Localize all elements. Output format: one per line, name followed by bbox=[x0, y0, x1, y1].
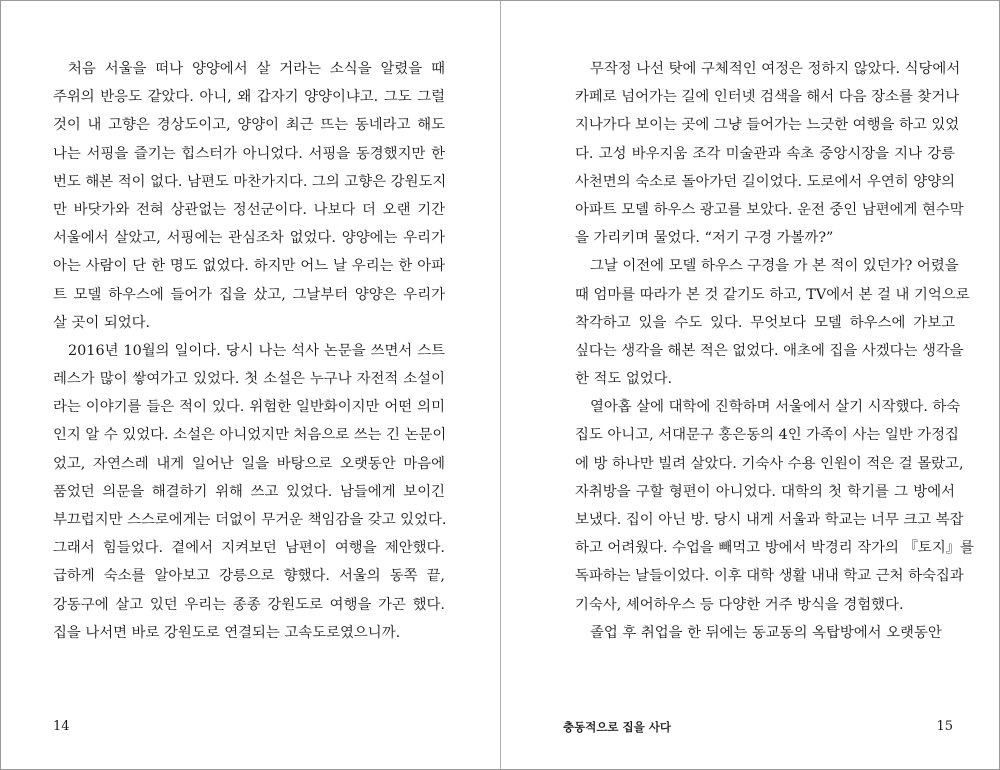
text-line: 다. 고성 바우지움 조각 미술관과 속초 중앙시장을 지나 강릉 bbox=[575, 145, 955, 162]
text-line: 것이 내 고향은 경상도이고, 양양이 최근 뜨는 동네라고 해도 bbox=[53, 117, 445, 134]
page-number: 15 bbox=[936, 719, 953, 734]
text-line: 아파트 모델 하우스 광고를 보았다. 운전 중인 남편에게 현수막 bbox=[575, 201, 964, 218]
text-line: 부끄럽지만 스스로에게는 더없이 무거운 책임감을 갖고 있었다. bbox=[53, 512, 447, 528]
text-line: 었고, 자연스레 내게 일어난 일을 바탕으로 오랫동안 마음에 bbox=[53, 455, 445, 472]
text-line: 한 적도 없었다. bbox=[575, 371, 673, 388]
text-line: 착각하고 있을 수도 있다. 무엇보다 모델 하우스에 가보고 bbox=[575, 314, 955, 331]
text-line: 라는 이야기를 들은 적이 있다. 위험한 일반화이지만 어떤 의미 bbox=[53, 399, 445, 416]
right-page bbox=[501, 1, 999, 769]
text-line: 살 곳이 되었다. bbox=[53, 314, 151, 331]
text-line: 때 엄마를 따라가 본 것 같기도 하고, TV에서 본 걸 내 기억으로 bbox=[575, 286, 970, 303]
text-line: 집도 아니고, 서대문구 홍은동의 4인 가족이 사는 일반 가정집 bbox=[575, 427, 959, 444]
text-line: 자취방을 구할 형편이 아니었다. 대학의 첫 학기를 그 방에서 bbox=[575, 483, 955, 500]
left-page-body bbox=[53, 55, 445, 647]
text-line: 집을 나서면 바로 강원도로 연결되는 고속도로였으니까. bbox=[53, 624, 401, 641]
text-line: 인지 알 수 있었다. 소설은 아니었지만 처음으로 쓰는 긴 논문이 bbox=[53, 427, 447, 444]
text-line: 트 모델 하우스에 들어가 집을 샀고, 그날부터 양양은 우리가 bbox=[53, 286, 445, 303]
running-title: 충동적으로 집을 사다 bbox=[563, 720, 671, 734]
text-line: 나는 서핑을 즐기는 힙스터가 아니었다. 서핑을 동경했지만 한 bbox=[53, 145, 445, 162]
text-line: 만 바닷가와 전혀 상관없는 정선군이다. 나보다 더 오랜 기간 bbox=[53, 201, 445, 218]
text-line: 레스가 많이 쌓여가고 있었다. 첫 소설은 누구나 자전적 소설이 bbox=[53, 371, 445, 388]
text-line: 열아홉 살에 대학에 진학하며 서울에서 살기 시작했다. 하숙 bbox=[590, 399, 961, 416]
left-page bbox=[1, 1, 500, 769]
text-line: 지나가다 보이는 곳에 그냥 들어가는 느긋한 여행을 하고 있었 bbox=[575, 117, 960, 134]
text-line: 주위의 반응도 같았다. 아니, 왜 갑자기 양양이냐고. 그도 그럴 bbox=[53, 89, 445, 106]
text-line: 강동구에 살고 있던 우리는 종종 강원도로 여행을 가곤 했다. bbox=[53, 596, 445, 613]
text-line: 번도 해본 적이 없다. 남편도 마찬가지다. 그의 고향은 강원도지 bbox=[53, 173, 447, 190]
text-line: 2016년 10월의 일이다. 당시 나는 석사 논문을 쓰면서 스트 bbox=[68, 342, 445, 359]
text-line: 졸업 후 취업을 한 뒤에는 동교동의 옥탑방에서 오랫동안 bbox=[590, 624, 942, 641]
text-line: 처음 서울을 떠나 양양에서 살 거라는 소식을 알렸을 때 bbox=[68, 61, 445, 77]
text-line: 품었던 의문을 해결하기 위해 쓰고 있었다. 남들에게 보이긴 bbox=[53, 483, 445, 500]
page-number: 14 bbox=[53, 719, 70, 734]
text-line: 싶다는 생각을 해본 적은 없었다. 애초에 집을 사겠다는 생각을 bbox=[575, 342, 964, 359]
text-line: 기숙사, 셰어하우스 등 다양한 거주 방식을 경험했다. bbox=[575, 596, 904, 613]
text-line: 보냈다. 집이 아닌 방. 당시 내게 서울과 학교는 너무 크고 복잡 bbox=[575, 512, 964, 528]
text-line: 독파하는 날들이었다. 이후 대학 생활 내내 학교 근처 하숙집과 bbox=[575, 568, 964, 585]
right-page-body bbox=[575, 55, 975, 647]
text-line: 사천면의 숙소로 돌아가던 길이었다. 도로에서 우연히 양양의 bbox=[575, 173, 955, 190]
text-line: 무작정 나선 탓에 구체적인 여정은 정하지 않았다. 식당에서 bbox=[590, 61, 961, 77]
text-line: 을 가리키며 물었다. “저기 구경 가볼까?” bbox=[575, 230, 834, 247]
text-line: 하고 어려웠다. 수업을 빼먹고 방에서 박경리 작가의 『토지』를 bbox=[575, 540, 975, 557]
text-line: 카페로 넘어가는 길에 인터넷 검색을 해서 다음 장소를 찾거나 bbox=[575, 89, 960, 106]
text-line: 서울에서 살았고, 서핑에는 관심조차 없었다. 양양에는 우리가 bbox=[53, 230, 445, 247]
text-line: 급하게 숙소를 알아보고 강릉으로 향했다. 서울의 동쪽 끝, bbox=[53, 568, 445, 585]
text-line: 에 방 하나만 빌려 살았다. 기숙사 수용 인원이 적은 걸 몰랐고, bbox=[575, 455, 964, 472]
text-line: 그래서 힘들었다. 곁에서 지켜보던 남편이 여행을 제안했다. bbox=[53, 540, 445, 557]
text-line: 아는 사람이 단 한 명도 없었다. 하지만 어느 날 우리는 한 아파 bbox=[53, 258, 445, 275]
text-line: 그날 이전에 모델 하우스 구경을 가 본 적이 있던가? 어렸을 bbox=[590, 258, 959, 275]
